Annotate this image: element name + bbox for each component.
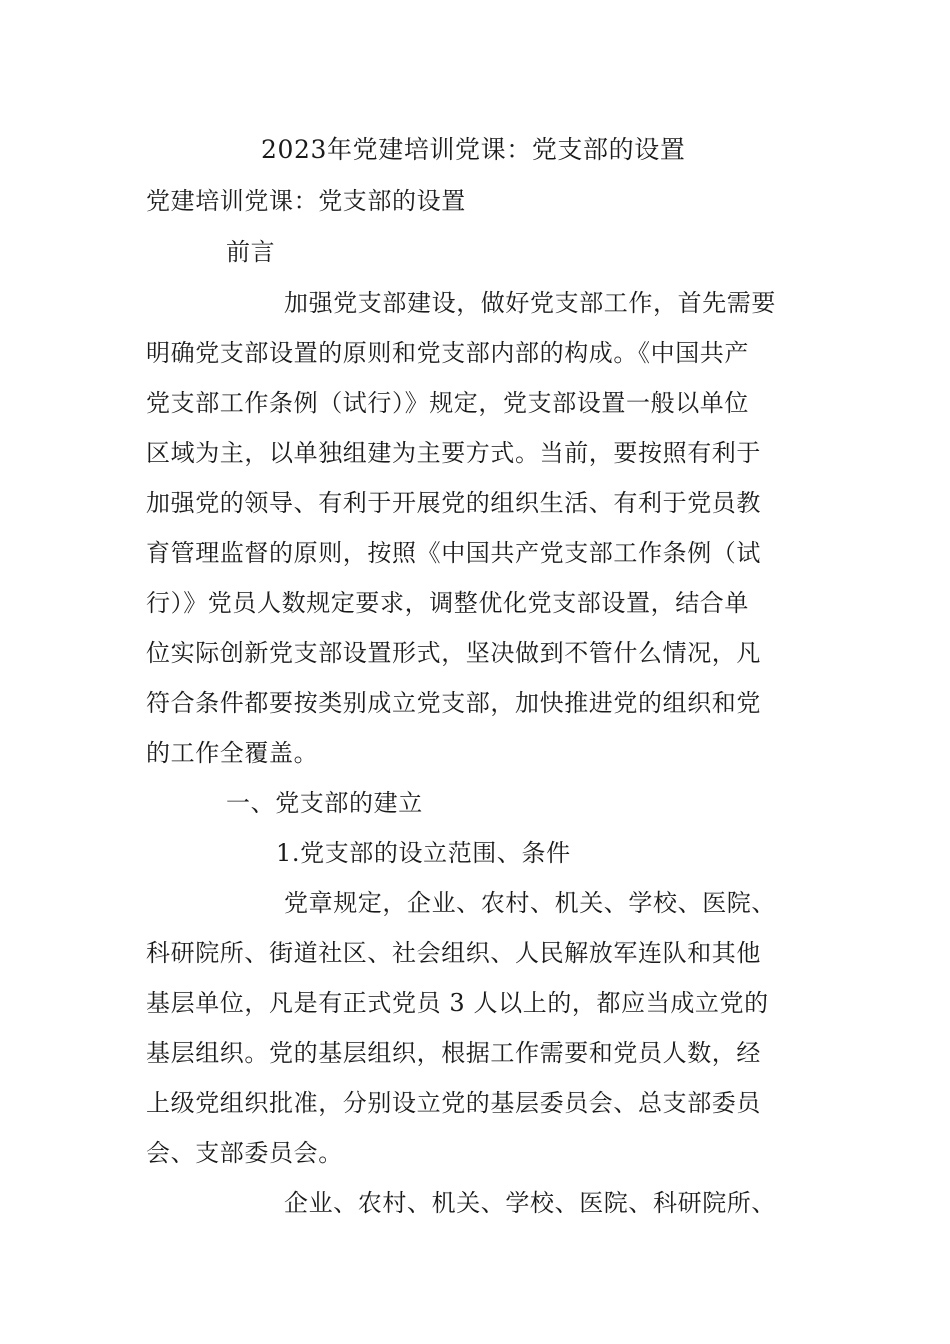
intro-line: 加强党的领导、有利于开展党的组织生活、有利于党员教 [146,489,761,517]
intro-line: 明确党支部设置的原则和党支部内部的构成。《中国共产 [146,339,749,367]
paragraph-line: 党章规定，企业、农村、机关、学校、医院、 [284,889,776,917]
document-subtitle: 党建培训党课：党支部的设置 [146,187,466,215]
intro-line: 加强党支部建设，做好党支部工作，首先需要 [284,289,776,317]
preface-heading: 前言 [226,238,276,266]
paragraph-line: 科研院所、街道社区、社会组织、人民解放军连队和其他 [146,939,761,967]
paragraph-line: 上级党组织批准，分别设立党的基层委员会、总支部委员 [146,1089,761,1117]
section-heading: 一、党支部的建立 [226,789,423,817]
document-title: 2023年党建培训党课：党支部的设置 [261,135,686,164]
intro-line: 育管理监督的原则，按照《中国共产党支部工作条例（试 [146,539,761,567]
paragraph-line: 基层组织。党的基层组织，根据工作需要和党员人数，经 [146,1039,761,1067]
paragraph-line: 企业、农村、机关、学校、医院、科研院所、 [284,1189,776,1217]
paragraph-line: 基层单位，凡是有正式党员 3 人以上的，都应当成立党的 [146,989,769,1017]
subsection-heading: 1.党支部的设立范围、条件 [276,839,571,867]
intro-line: 的工作全覆盖。 [146,739,319,767]
intro-line: 行）》党员人数规定要求，调整优化党支部设置，结合单 [146,589,749,617]
intro-line: 区域为主，以单独组建为主要方式。当前，要按照有利于 [146,439,761,467]
intro-line: 位实际创新党支部设置形式，坚决做到不管什么情况，凡 [146,639,761,667]
paragraph-line: 会、支部委员会。 [146,1139,343,1167]
intro-line: 符合条件都要按类别成立党支部，加快推进党的组织和党 [146,689,761,717]
intro-line: 党支部工作条例（试行）》规定，党支部设置一般以单位 [146,389,749,417]
